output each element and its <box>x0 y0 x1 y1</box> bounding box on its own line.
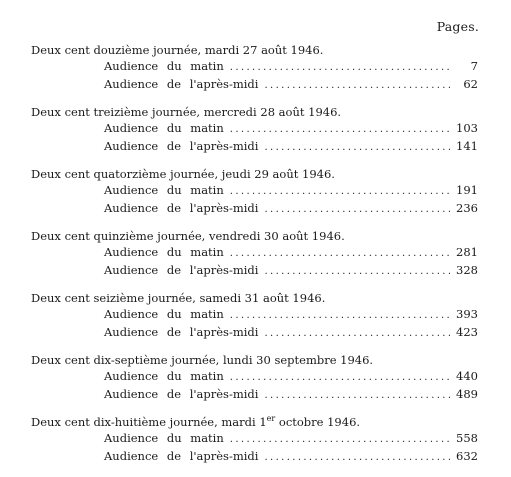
day-title: Deux cent quinzième journée, vendredi 30 août 1946. <box>31 229 345 243</box>
page-number: 103 <box>456 121 478 135</box>
page-number: 489 <box>456 387 478 401</box>
session-label: Audience du matin <box>104 431 224 445</box>
session-label: Audience de l'après-midi <box>104 77 259 91</box>
session-afternoon <box>104 76 478 94</box>
day-title-text: Deux cent dix-huitième journée, mardi 1 <box>31 415 267 429</box>
session-morning <box>104 430 478 448</box>
dot-leader <box>264 264 450 280</box>
page-number: 328 <box>456 263 478 277</box>
session-morning <box>104 182 478 200</box>
day-title: Deux cent seizième journée, samedi 31 août 1946. <box>31 291 326 305</box>
session-morning <box>104 58 478 76</box>
page-number: 393 <box>456 307 478 321</box>
dot-leader <box>230 60 450 76</box>
day-title-text: octobre 1946. <box>275 415 361 429</box>
pages-column-header: Pages. <box>436 19 479 34</box>
toc-day-212 <box>31 43 478 94</box>
session-label: Audience de l'après-midi <box>104 325 259 339</box>
dot-leader <box>230 308 450 324</box>
session-afternoon <box>104 200 478 218</box>
page-number: 236 <box>456 201 478 215</box>
toc-day-216 <box>31 291 478 342</box>
toc-day-215 <box>31 229 478 280</box>
toc-day-213 <box>31 105 478 156</box>
session-afternoon <box>104 448 478 466</box>
day-title: Deux cent douzième journée, mardi 27 août 1946. <box>31 43 324 57</box>
day-title: Deux cent dix-septième journée, lundi 30 septembre 1946. <box>31 353 374 367</box>
session-label: Audience du matin <box>104 369 224 383</box>
session-label: Audience de l'après-midi <box>104 387 259 401</box>
session-afternoon <box>104 262 478 280</box>
dot-leader <box>230 122 450 138</box>
dot-leader <box>264 450 450 466</box>
dot-leader <box>230 370 450 386</box>
session-label: Audience du matin <box>104 245 224 259</box>
day-title: Deux cent quatorzième journée, jeudi 29 août 1946. <box>31 167 335 181</box>
page-number: 632 <box>456 449 478 463</box>
dot-leader <box>264 326 450 342</box>
session-label: Audience de l'après-midi <box>104 449 259 463</box>
page-number: 281 <box>456 245 478 259</box>
day-title: Deux cent treizième journée, mercredi 28 août 1946. <box>31 105 342 119</box>
session-afternoon <box>104 138 478 156</box>
session-morning <box>104 306 478 324</box>
dot-leader <box>230 246 450 262</box>
dot-leader <box>230 432 450 448</box>
session-afternoon <box>104 324 478 342</box>
session-morning <box>104 368 478 386</box>
page-number: 141 <box>456 139 478 153</box>
page-number: 423 <box>456 325 478 339</box>
dot-leader <box>264 78 450 94</box>
dot-leader <box>264 140 450 156</box>
session-label: Audience de l'après-midi <box>104 139 259 153</box>
page-number: 191 <box>456 183 478 197</box>
page-number: 558 <box>456 431 478 445</box>
ordinal-suffix: er <box>266 414 276 424</box>
dot-leader <box>264 388 450 404</box>
toc-day-218 <box>31 415 478 466</box>
session-label: Audience du matin <box>104 59 224 73</box>
page-number: 62 <box>463 77 478 91</box>
table-of-contents <box>31 43 478 477</box>
day-title <box>31 415 478 430</box>
session-label: Audience de l'après-midi <box>104 201 259 215</box>
session-morning <box>104 120 478 138</box>
session-label: Audience de l'après-midi <box>104 263 259 277</box>
session-label: Audience du matin <box>104 121 224 135</box>
session-label: Audience du matin <box>104 307 224 321</box>
page-number: 440 <box>456 369 478 383</box>
dot-leader <box>264 202 450 218</box>
session-label: Audience du matin <box>104 183 224 197</box>
toc-day-214 <box>31 167 478 218</box>
session-morning <box>104 244 478 262</box>
dot-leader <box>230 184 450 200</box>
session-afternoon <box>104 386 478 404</box>
toc-day-217 <box>31 353 478 404</box>
page-number: 7 <box>470 59 478 73</box>
